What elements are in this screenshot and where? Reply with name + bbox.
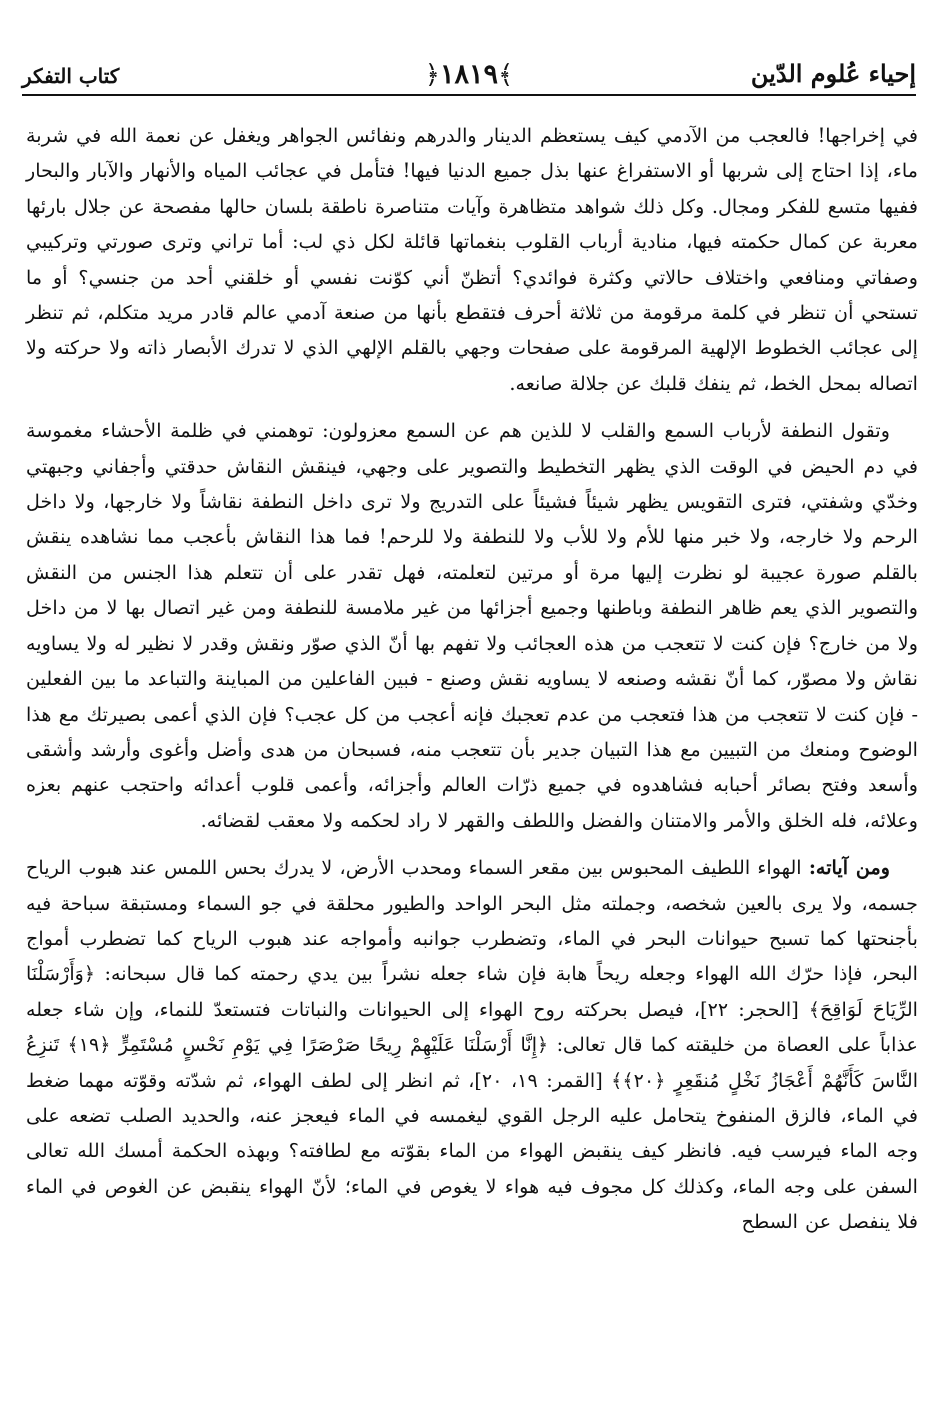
paragraph-text: الهواء اللطيف المحبوس بين مقعر السماء ومحدب الأرض، لا يدرك بحس اللمس عند هبوب الرياح جسمه، ولا يرى بالعين شخصه، وجملته مثل البحر الواحد والطيور محلقة في جو السماء ومستبقة سباحة فيه بأجنحتها كما تسبح حيوانات البحر في الماء، وتضطرب جوانبه وأمواجه عند هبوب الرياح كما تضطرب أمواج البحر، فإذا حرّك الله الهواء وجعله ريحاً هابة فإن شاء جعله نشراً بين يدي رحمته كما قال سبحانه: ﴿وَأَرْسَلْنَا الرِّيَاحَ لَوَاقِحَ﴾ [الحجر: ٢٢]، فيصل بحركته روح الهواء إلى الحيوانات والنباتات فتستعدّ للنماء، وإن شاء جعله عذاباً على العصاة من خليقته كما قال تعالى: ﴿إِنَّا أَرْسَلْنَا عَلَيْهِمْ رِيحًا صَرْصَرًا فِي يَوْمِ نَحْسٍ مُسْتَمِرٍّ ﴿١٩﴾ تَنزِعُ النَّاسَ كَأَنَّهُمْ أَعْجَازُ نَخْلٍ مُنقَعِرٍ ﴿٢٠﴾﴾ [القمر: ١٩، ٢٠]، ثم انظر إلى لطف الهواء، ثم شدّته وقوّته مهما ضغط في الماء، فالزق المنفوخ يتحامل عليه الرجل القوي ليغمسه في الماء فيعجز عنه، والحديد الصلب تضعه على وجه الماء فيرسب فيه. فانظر كيف ينقبض الهواء من الماء بقوّته مع لطافته؟ وبهذه الحكمة أمسك الله تعالى السفن على وجه الماء، وكذلك كل مجوف فيه هواء لا يغوص في الماء؛ لأنّ الهواء ينقبض عن الغوص في الماء فلا ينفصل عن السطح	[26, 856, 919, 1234]
paragraph-1	[26, 118, 918, 401]
paragraph-2	[26, 413, 918, 838]
paragraph-text: في إخراجها! فالعجب من الآدمي كيف يستعظم الدينار والدرهم ونفائس الجواهر ويغفل عن نعمة الله في شربة ماء، إذا احتاج إلى شربها أو الاستفراغ عنها بذل جميع الدنيا فيها! فتأمل في عجائب المياه والأنهار والآبار والبحار ففيها متسع للفكر ومجال. وكل ذلك شواهد متظاهرة وآيات متناصرة ناطقة بلسان حالها مفصحة عن جلال بارئها معربة عن كمال حكمته فيها، منادية أرباب القلوب بنغماتها قائلة لكل ذي لب: أما تراني وترى صورتي وتركيبي وصفاتي ومنافعي واختلاف حالاتي وكثرة فوائدي؟ أتظنّ أني كوّنت نفسي أو خلقني أحد من جنسي؟ أو ما تستحي أن تنظر في كلمة مرقومة من ثلاثة أحرف فتقطع بأنها من صنعة آدمي عالم قادر مريد متكلم، ثم تنظر إلى عجائب الخطوط الإلهية المرقومة على صفحات وجهي بالقلم الإلهي الذي لا تدرك الأبصار ذاته ولا حركته ولا اتصاله بمحل الخط، ثم ينفك قلبك عن جلالة صانعه.	[26, 124, 918, 395]
page-body	[26, 118, 918, 1240]
page-number	[425, 59, 513, 90]
chapter-title: كتاب التفكر	[22, 64, 120, 88]
page-number-value: ١٨١٩	[439, 59, 499, 90]
book-title: إحياء عُلوم الدّين	[750, 59, 916, 88]
ornament-right-icon: ﴾	[498, 60, 514, 90]
paragraph-lead: ومن آياته:	[808, 856, 890, 880]
paragraph-text: وتقول النطفة لأرباب السمع والقلب لا للذين هم عن السمع معزولون: توهمني في ظلمة الأحشاء مغموسة في دم الحيض في الوقت الذي يظهر التخطيط والتصوير على وجهي، فينقش النقاش حدقتي وأجفاني وجبهتي وخدّي وشفتي، فترى التقويس يظهر شيئاً فشيئاً على التدريج ولا ترى داخل النطفة نقاشاً ولا خارجها، ولا داخل الرحم ولا خارجه، ولا خبر منها للأم ولا للأب ولا للنطفة ولا للرحم! فما هذا النقاش بأعجب مما نشاهده ينقش بالقلم صورة عجيبة لو نظرت إليها مرة أو مرتين لتعلمته، فهل تقدر على أن تتعلم هذا الجنس من النقش والتصوير الذي يعم ظاهر النطفة وباطنها وجميع أجزائها من غير ملامسة للنطفة ومن غير اتصال بها لا من داخل ولا من خارج؟ فإن كنت لا تتعجب من هذه العجائب ولا تفهم بها أنّ الذي صوّر ونقش وقدر لا نظير له ولا يساويه نقاش ولا مصوّر، كما أنّ نقشه وصنعه لا يساويه نقش وصنع - فبين الفاعلين من المباينة والتباعد ما بين الفعلين - فإن كنت لا تتعجب من هذا فتعجب من عدم تعجبك فإنه أعجب من كل عجب؟ فإن الذي أعمى بصيرتك مع هذا الوضوح ومنعك من التبيين مع هذا التبيان جدير بأن تتعجب منه، فسبحان من هدى وأضل وأغوى وأرشد وأشقى وأسعد وفتح بصائر أحبابه فشاهدوه في جميع ذرّات العالم وأجزائه، وأعمى قلوب أعدائه واحتجب عنهم بعزه وعلائه، فله الخلق والأمر والامتنان والفضل واللطف والقهر لا راد لحكمه ولا معقب لقضائه.	[26, 419, 918, 832]
page-header	[22, 56, 916, 96]
ornament-left-icon: ﴿	[424, 60, 440, 90]
paragraph-3	[26, 850, 918, 1239]
